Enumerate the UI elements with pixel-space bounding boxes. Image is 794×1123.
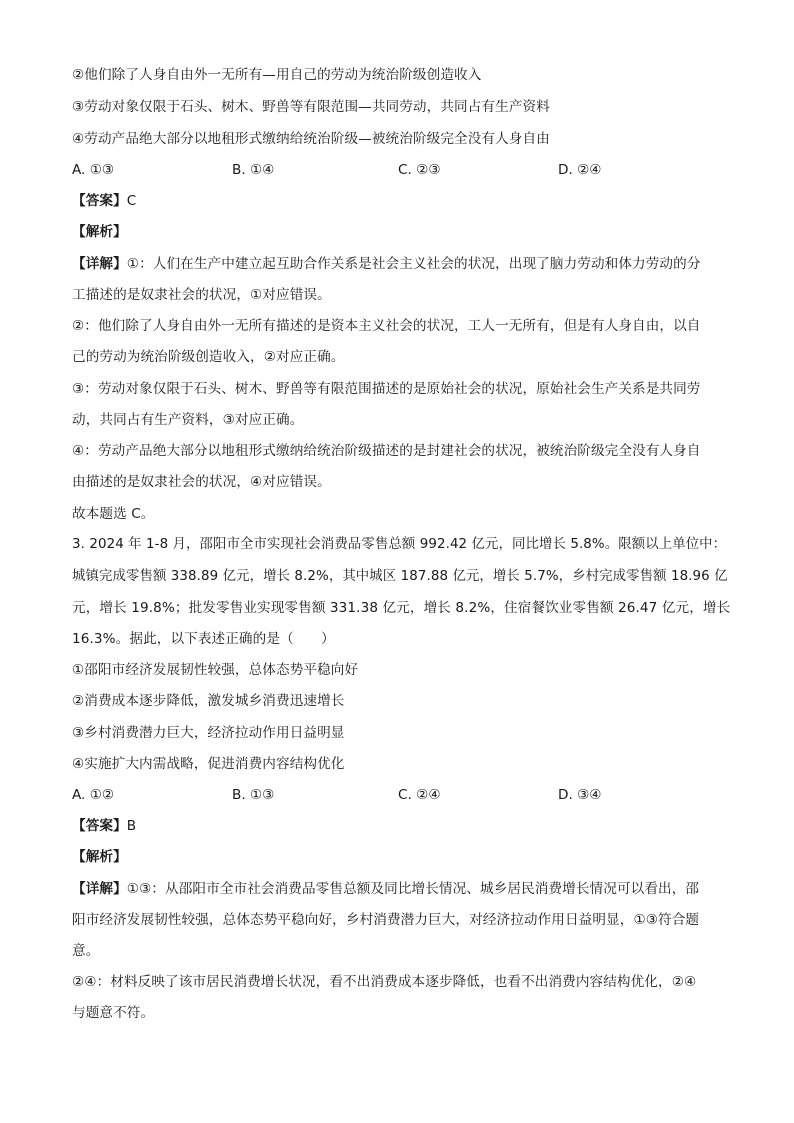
q3-option-b: B. ①③ <box>232 787 275 803</box>
q3-item-1: ①邵阳市经济发展韧性较强，总体态势平稳向好 <box>72 662 359 678</box>
q2-answer-value: C <box>126 193 137 209</box>
q2-detail-line: ②：他们除了人身自由外一无所有描述的是资本主义社会的状况，工人一无所有，但是有人身自由，以自 <box>72 318 701 334</box>
q3-analysis-tag: 【解析】 <box>72 849 127 865</box>
q3-answer <box>72 817 136 835</box>
q2-conclusion: 故本题选 C。 <box>72 506 155 522</box>
q2-detail-line: 工描述的是奴隶社会的状况，①对应错误。 <box>72 287 331 303</box>
q3-option-c: C. ②④ <box>398 787 441 803</box>
q2-option-a: A. ①③ <box>72 162 115 178</box>
q3-stem-line: 3. 2024 年 1-8 月，邵阳市全市实现社会消费品零售总额 992.42 亿元，同比增长 5.8%。限额以上单位中： <box>72 537 727 552</box>
q2-detail-line: 由描述的是奴隶社会的状况，④对应错误。 <box>72 474 331 490</box>
q2-item-2: ②他们除了人身自由外一无所有—用自己的劳动为统治阶级创造收入 <box>72 67 482 83</box>
q3-answer-value: B <box>126 818 137 834</box>
q3-detail-line: 【详解】①③：从邵阳市全市社会消费品零售总额及同比增长情况、城乡居民消费增长情况可以看出，邵 <box>72 881 700 897</box>
q2-detail-line: 己的劳动为统治阶级创造收入，②对应正确。 <box>72 349 345 365</box>
q3-option-d: D. ③④ <box>558 787 602 803</box>
q3-stem-line: 城镇完成零售额 338.89 亿元，增长 8.2%，其中城区 187.88 亿元，增长 5.7%，乡村完成零售额 18.96 亿 <box>72 569 728 584</box>
q2-answer-tag: 【答案】 <box>72 193 127 209</box>
q2-detail-line: ④：劳动产品绝大部分以地租形式缴纳给统治阶级描述的是封建社会的状况，被统治阶级完全没有人身自 <box>72 443 701 459</box>
q3-stem-line: 元，增长 19.8%；批发零售业实现零售额 331.38 亿元，增长 8.2%，住宿餐饮业零售额 26.47 亿元，增长 <box>72 600 731 616</box>
q2-answer <box>72 192 136 210</box>
q3-detail-line: 与题意不符。 <box>72 1005 155 1021</box>
q2-detail-line: ③：劳动对象仅限于石头、树木、野兽等有限范围描述的是原始社会的状况，原始社会生产关系是共同劳 <box>72 381 701 397</box>
q3-item-2: ②消费成本逐步降低，激发城乡消费迅速增长 <box>72 693 345 709</box>
q3-item-3: ③乡村消费潜力巨大，经济拉动作用日益明显 <box>72 725 345 741</box>
q2-option-b: B. ①④ <box>232 162 275 178</box>
q3-detail-line: 意。 <box>72 943 100 959</box>
q3-detail-line: ②④：材料反映了该市居民消费增长状况，看不出消费成本逐步降低，也看不出消费内容结构优化，②④ <box>72 974 697 990</box>
q2-detail-line: 【详解】①：人们在生产中建立起互助合作关系是社会主义社会的状况，出现了脑力劳动和体力劳动的分 <box>72 256 701 272</box>
q3-detail-tag: 【详解】 <box>72 881 127 897</box>
q2-detail-tag: 【详解】 <box>72 256 127 272</box>
q2-analysis-tag: 【解析】 <box>72 224 127 240</box>
q2-detail-line: 动，共同占有生产资料，③对应正确。 <box>72 412 304 428</box>
q2-option-c: C. ②③ <box>398 162 441 178</box>
q3-answer-tag: 【答案】 <box>72 818 127 834</box>
q2-option-d: D. ②④ <box>558 162 602 178</box>
q3-stem-line: 16.3%。据此，以下表述正确的是（ ） <box>72 631 335 647</box>
q2-item-4: ④劳动产品绝大部分以地租形式缴纳给统治阶级—被统治阶级完全没有人身自由 <box>72 131 550 147</box>
q2-options <box>72 161 732 179</box>
q3-options <box>72 786 732 804</box>
q3-detail-line: 阳市经济发展韧性较强，总体态势平稳向好，乡村消费潜力巨大，对经济拉动作用日益明显，①③符合题 <box>72 912 700 928</box>
q2-item-3: ③劳动对象仅限于石头、树木、野兽等有限范围—共同劳动，共同占有生产资料 <box>72 99 550 115</box>
q3-item-4: ④实施扩大内需战略，促进消费内容结构优化 <box>72 756 345 772</box>
q3-option-a: A. ①② <box>72 787 115 803</box>
